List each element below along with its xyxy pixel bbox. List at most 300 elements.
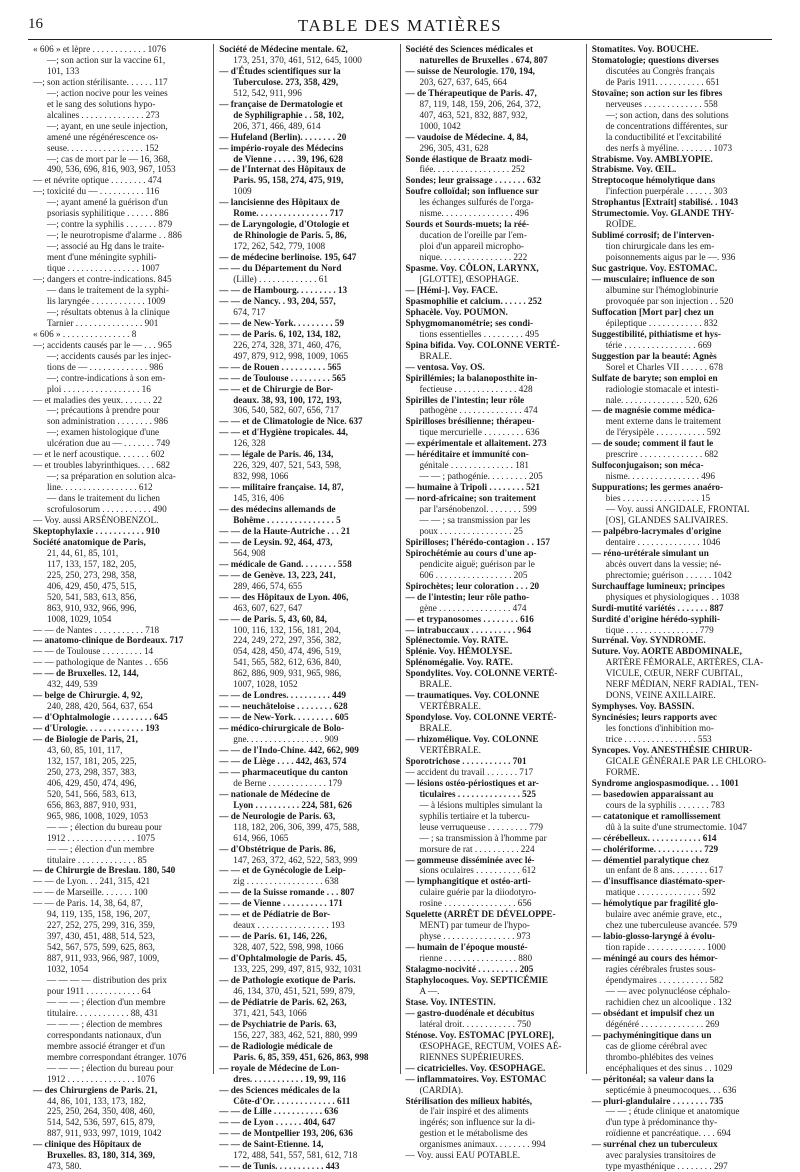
index-line: discutées au Congrès français <box>605 65 715 76</box>
index-line: Streptocoque hémolytique dans <box>591 175 716 186</box>
index-line: [OS], GLANDES SALIVAIRES. <box>605 514 729 525</box>
index-line: par l'arsénobenzol. . . . . . . . 599 <box>419 504 537 515</box>
index-column-4 <box>586 44 772 1172</box>
index-line: — d'Ophtalmologie de Paris. 45, <box>219 953 347 964</box>
index-line: nique. . . . . . . . . . . . . . . . 222 <box>419 252 528 263</box>
index-line: — — ; élection d'un membre <box>47 843 155 854</box>
index-line: ticulaires . . . . . . . . . . . . . . 525 <box>419 788 536 799</box>
index-line: ducation de l'oreille par l'em- <box>419 230 527 241</box>
index-line: — — — ; élection d'un membre <box>47 996 166 1007</box>
index-line: de l'érysipèle . . . . . . . . . . . 592 <box>605 427 721 438</box>
index-line: 94, 119, 135, 158, 196, 207, <box>47 909 151 920</box>
index-line: — accident du travail . . . . . . . 717 <box>405 766 534 777</box>
index-line: Surdité d'origine hérédo-syphili- <box>591 613 720 624</box>
index-line: épileptique . . . . . . . . . . . . 832 <box>605 317 718 328</box>
index-line: de Syphiligraphie . . 58, 102, <box>233 109 344 120</box>
index-line: latéral droit. . . . . . . . . . . . 750 <box>419 1018 532 1029</box>
index-line: ulcération due au — . . . . . . . 749 <box>47 438 170 449</box>
index-line: nisme. . . . . . . . . . . . . . . . 496 <box>605 471 715 482</box>
index-line: — — de Bruxelles. 12, 144, <box>33 668 139 679</box>
index-line: — lésions ostéo-périostiques et ar- <box>405 777 539 788</box>
index-line: 512, 542, 911, 996 <box>233 87 302 98</box>
index-line: les fonctions d'inhibition mo- <box>605 723 714 734</box>
index-line: — — de Toulouse . . . . . . . . . 14 <box>33 646 154 657</box>
index-line: — — de Hambourg. . . . . . . . . 13 <box>219 284 348 295</box>
index-line: 564, 908 <box>233 547 266 558</box>
index-line: titulaire. . . . . . . . . . . . 88, 431 <box>47 1007 159 1018</box>
index-line: — — ; étude clinique et anatomique <box>605 1106 740 1117</box>
index-line: 224, 249, 272, 297, 356, 382, <box>233 635 342 646</box>
index-line: — — de Liège . . . . 442, 463, 574 <box>219 755 347 766</box>
index-line: Sonde élastique de Braatz modi- <box>405 153 533 164</box>
index-line: — — ; élection du bureau pour <box>47 821 162 832</box>
index-line: Strabisme. Voy. ŒIL. <box>591 164 677 175</box>
index-line: amené une régénérescence os- <box>47 131 159 142</box>
index-line: —; ayant, en une seule injection, <box>47 120 168 131</box>
page-header <box>28 14 772 42</box>
index-line: 296, 305, 431, 628 <box>419 142 489 153</box>
index-line: cas de gliome cérébral avec <box>605 1040 708 1051</box>
index-line: Sténose. Voy. ESTOMAC [PYLORE], <box>405 1029 554 1040</box>
index-line: 490, 536, 696, 816, 903, 967, 1053 <box>47 164 176 175</box>
index-line: — — ; sa transmission par les <box>419 514 531 525</box>
index-line: gestion et le métabolisme des <box>419 1128 528 1139</box>
index-line: bulaire avec anémie grave, etc., <box>605 909 722 920</box>
index-line: 203, 627, 637, 645, 664 <box>419 76 507 87</box>
index-line: physiques et physiologiques . . 1038 <box>605 591 740 602</box>
index-line: Stalagmo-nocivité . . . . . . . . . 205 <box>405 964 534 975</box>
index-line: — musculaire; influence de son <box>591 274 715 285</box>
index-line: cours de la syphilis . . . . . . . 783 <box>605 799 725 810</box>
index-line: 863, 910, 932, 966, 996, <box>47 602 137 613</box>
index-line: — — et de Chirurgie de Bor- <box>219 383 334 394</box>
index-line: — — militaire française. 14, 87, <box>219 482 344 493</box>
index-line: — et troubles labyrinthiques. . . . 682 <box>33 460 171 471</box>
index-line: rosine . . . . . . . . . . . . . . . . 656 <box>419 898 532 909</box>
index-line: — de l'intestin; leur rôle patho- <box>405 591 530 602</box>
index-line: de Berne . . . . . . . . . . . . . 179 <box>233 777 342 788</box>
index-line: dres. . . . . . . . . . . . 19, 99, 116 <box>233 1073 346 1084</box>
index-line: — — de Lyon. . . 241, 315, 421 <box>33 876 151 887</box>
index-column-2 <box>213 44 399 1172</box>
index-line: — — de Genève. 13, 223, 241, <box>219 569 336 580</box>
index-line: — traumatiques. Voy. COLONNE <box>405 690 540 701</box>
index-line: — — de Vienne . . . . . . . . . . 171 <box>219 898 343 909</box>
index-line: — — de Nancy. . 93, 204, 557, <box>219 295 336 306</box>
index-line: — — de l'Indo-Chine. 442, 662, 909 <box>219 745 359 755</box>
index-line: morsure de rat . . . . . . . . . . 224 <box>419 843 535 854</box>
index-line: —; accidents causés par les injec- <box>47 350 172 361</box>
index-line: (CARDIA). <box>419 1084 464 1095</box>
index-line: — — de Paris. 6, 102, 134, 182, <box>219 328 341 339</box>
index-line: tique . . . . . . . . . . . . . . . . 1007 <box>47 263 160 274</box>
index-line: 117, 133, 157, 182, 205, <box>47 558 137 569</box>
index-line: térie . . . . . . . . . . . . . . . . 669 <box>605 339 712 350</box>
index-line: épendymaires . . . . . . . . . . . 582 <box>605 975 724 986</box>
index-line: —; examen histologique d'une <box>47 427 160 438</box>
index-line: — pluri-glandulaire . . . . . . . . 735 <box>591 1095 724 1106</box>
index-line: 406, 429, 450, 474, 496, <box>47 777 137 788</box>
index-line: — — de Lyon . . . . . . 404, 647 <box>219 1117 336 1128</box>
index-line: 397, 430, 451, 488, 514, 523, <box>47 931 155 942</box>
index-line: albumine sur l'hémoglobinurie <box>605 284 719 295</box>
index-line: VERTÉBRALE. <box>419 745 481 755</box>
index-line: — [Hémi-]. Voy. FACE. <box>405 284 498 295</box>
index-line: — pachyméningitique dans un <box>591 1029 712 1040</box>
index-line: gène . . . . . . . . . . . . . . . . 474 <box>419 602 527 613</box>
index-line: dégénéré . . . . . . . . . . . . . . 269 <box>605 1018 720 1029</box>
index-line: Suffocation [Mort par] chez un <box>591 306 714 317</box>
index-line: poux . . . . . . . . . . . . . . . . 25 <box>419 525 523 536</box>
index-line: — gommeuse disséminée avec lé- <box>405 854 535 865</box>
index-line: — ventosa. Voy. OS. <box>405 361 485 372</box>
index-line: Spina bifida. Voy. COLONNE VERTÉ- <box>405 339 560 350</box>
index-line: — méningé au cours des hémor- <box>591 953 718 964</box>
index-line: — expérimentale et allaitement. 273 <box>405 438 547 449</box>
index-line: DONS, VEINE AXILLAIRE. <box>605 690 716 701</box>
index-line: tion rapide . . . . . . . . . . . . . 1000 <box>605 942 726 953</box>
index-line: 100, 116, 132, 156, 181, 204, <box>233 624 341 635</box>
index-line: 226, 274, 328, 371, 460, 476, <box>233 339 342 350</box>
index-line: — — avec polynucléose céphalo- <box>605 985 731 996</box>
index-line: roïdienne et pancréatique. . . . 694 <box>605 1128 731 1139</box>
index-line: nerveuses . . . . . . . . . . . . . 558 <box>605 98 718 109</box>
index-line: rienne . . . . . . . . . . . . . . . . 880 <box>419 953 533 964</box>
index-line: — — de New-York. . . . . . . . . 605 <box>219 712 349 723</box>
index-line: —; précautions à prendre pour <box>47 405 160 416</box>
index-line: 514, 542, 536, 597, 615, 879, <box>47 1117 155 1128</box>
index-line: — de Radiologie médicale de <box>219 1040 333 1051</box>
index-line: — — des Hôpitaux de Lyon. 406, <box>219 591 349 602</box>
index-line: matique . . . . . . . . . . . . . . 592 <box>605 887 716 898</box>
index-line: dû à la suite d'une strumectomie. 1047 <box>605 821 747 832</box>
index-line: Skeptophylaxie . . . . . . . . . . . 910 <box>33 525 160 536</box>
index-line: Sulfate de baryte; son emploi en <box>591 372 718 383</box>
index-line: 172, 262, 542, 779, 1008 <box>233 241 326 252</box>
index-line: — surrénal chez un tuberculeux <box>591 1139 718 1150</box>
index-line: trice . . . . . . . . . . . . . . . . 553 <box>605 734 712 745</box>
index-line: Spirillémies; la balanoposthite in- <box>405 372 538 383</box>
index-line: — — et de Climatologie de Nice. 637 <box>219 416 363 427</box>
index-line: ingérés; son influence sur la di- <box>419 1117 536 1128</box>
index-line: fectieuse . . . . . . . . . . . . . . 428 <box>419 383 533 394</box>
index-line: 541, 565, 582, 612, 636, 840, <box>233 657 342 668</box>
index-line: — de Laryngologie, d'Otologie et <box>219 219 350 230</box>
index-line: Syncopes. Voy. ANESTHÉSIE CHIRUR- <box>591 745 753 755</box>
index-line: — — de Paris. 5, 43, 60, 84, <box>219 613 327 624</box>
index-line: —; associé au Hg dans le traite- <box>47 241 165 252</box>
index-line: — cicatricielles. Voy. ŒSOPHAGE. <box>405 1062 546 1073</box>
index-line: — des médecins allemands de <box>219 504 336 515</box>
index-line: Suppurations; les germes anaéro- <box>591 482 724 493</box>
index-line: — réno-urétérale simulant un <box>591 547 709 558</box>
index-line: — médicale de Gand. . . . . . . . 558 <box>219 558 352 569</box>
index-line: — de l'Internat des Hôpitaux de <box>219 164 346 175</box>
index-line: tions de — . . . . . . . . . . . . . 986 <box>47 361 164 372</box>
index-line: 118, 182, 206, 306, 399, 475, 588, <box>233 821 360 832</box>
index-line: 473, 580. <box>47 1161 82 1172</box>
index-line: — — de Saint-Etienne. 14, <box>219 1139 324 1150</box>
index-line: BRALE. <box>419 723 452 734</box>
index-line: Sondes; leur graissage . . . . . . . 632 <box>405 175 541 186</box>
index-line: — ; sa transmission à l'homme par <box>419 832 547 843</box>
index-line: 306, 540, 582, 607, 656, 717 <box>233 405 339 416</box>
index-line: — à lésions multiples simulant la <box>419 799 543 810</box>
index-line: 87, 119, 148, 159, 206, 264, 372, <box>419 98 541 109</box>
index-line: VERTÉBRALE. <box>419 701 481 712</box>
index-line: 656, 863, 887, 910, 931, <box>47 799 137 810</box>
index-line: — — légale de Paris. 46, 134, <box>219 449 334 460</box>
index-line: — héréditaire et immunité con- <box>405 449 529 460</box>
index-line: 1007, 1028, 1052 <box>233 679 298 690</box>
index-line: génitale . . . . . . . . . . . . . . 181 <box>419 460 529 471</box>
index-line: scrofulosorum . . . . . . . . . . . 490 <box>47 504 167 515</box>
index-line: —; résultats obtenus à la clinique <box>47 306 170 317</box>
index-line: — dans le traitement de la syphi- <box>47 284 169 295</box>
index-line: un enfant de 8 ans. . . . . . . . 617 <box>605 865 724 876</box>
index-line: Spondylose. Voy. COLONNE VERTÉ- <box>405 712 557 723</box>
index-line: Spirilloses; l'hérédo-contagion . . 157 <box>405 536 550 547</box>
index-line: chez une tuberculeuse avancée. 579 <box>605 920 738 931</box>
index-line: — — de la Haute-Autriche . . . 21 <box>219 525 351 536</box>
index-line: de Paris 1911. . . . . . . . . . . 651 <box>605 76 720 87</box>
index-line: — — pathologique de Nantes . . 656 <box>33 657 168 668</box>
index-line: 371, 421, 543, 1066 <box>233 1007 307 1018</box>
index-line: syphilis tertiaire et la tubercu- <box>419 810 530 821</box>
index-line: Strophantus [Extrait] stabilisé. . 1043 <box>591 197 739 208</box>
index-line: — — de Lille . . . . . . . . . . . 636 <box>219 1106 339 1117</box>
index-line: —; toxicité du — . . . . . . . . . . 116 <box>33 186 160 197</box>
index-line: provoquée par son injection . . 520 <box>605 295 734 306</box>
index-line: — et névrite optique . . . . . . . . 474 <box>33 175 162 186</box>
index-line: — d'Ophtalmologie . . . . . . . . . 645 <box>33 712 168 723</box>
index-line: —; sa préparation en solution alca- <box>47 471 176 482</box>
index-line: —; son action, dans des solutions <box>605 109 729 120</box>
index-line: zig . . . . . . . . . . . . . . . . . 638 <box>233 876 339 887</box>
index-line: Spirilloses brésilienne; thérapeu- <box>405 416 535 427</box>
index-line: BRALE. <box>419 350 452 361</box>
index-line: — d'Obstétrique de Paris. 86, <box>219 843 336 854</box>
index-line: de Vienne . . . . . 39, 196, 628 <box>233 153 343 164</box>
page-number: 16 <box>28 16 43 32</box>
index-line: Strumectomie. Voy. GLANDE THY- <box>591 208 734 219</box>
header-rule <box>28 39 772 40</box>
index-line: nisme. . . . . . . . . . . . . . . . 496 <box>419 208 529 219</box>
index-line: — rhizomélique. Voy. COLONNE <box>405 734 539 745</box>
index-line: — humain de l'époque mousté- <box>405 942 528 953</box>
index-line: Surdi-mutité variétés . . . . . . . 887 <box>591 602 724 613</box>
index-line: Symphyses. Voy. BASSIN. <box>591 701 695 712</box>
index-line: de Rhinologie de Paris. 5, 86, <box>233 230 347 241</box>
index-line: ploi . . . . . . . . . . . . . . . . . 16 <box>47 383 151 394</box>
index-line: (Lille) . . . . . . . . . . . . . 61 <box>233 274 328 285</box>
index-line: Syncinésies; leurs rapports avec <box>591 712 718 723</box>
index-line: d'un type à prédominance thy- <box>605 1117 718 1128</box>
index-line: 1008, 1029, 1054 <box>47 613 112 624</box>
index-line: correspondants nationaux, d'un <box>47 1029 162 1040</box>
index-line: — — et de Gynécologie de Leip- <box>219 865 346 876</box>
index-line: — de soude; comment il faut le <box>591 438 714 449</box>
index-line: membre correspondant étranger. 1076 <box>47 1051 187 1062</box>
index-line: ROÏDE. <box>605 219 637 230</box>
index-line: MENT) par tumeur de l'hypo- <box>419 920 530 931</box>
index-line: 832, 998, 1066 <box>233 471 289 482</box>
index-line: 132, 157, 181, 205, 225, <box>47 755 137 766</box>
index-line: 172, 488, 541, 557, 581, 612, 718 <box>233 1150 358 1161</box>
index-line: 887, 911, 933, 997, 1019, 1042 <box>47 1128 162 1139</box>
index-line: ARTÈRE FÉMORALE, ARTÈRES, CLA- <box>605 657 764 668</box>
index-line: Rome. . . . . . . . . . . . . . . . 717 <box>233 208 344 219</box>
index-line: 406, 429, 450, 475, 515, <box>47 580 137 591</box>
index-line: abcès ouvert dans la vessie; né- <box>605 558 722 569</box>
index-line: — — de New-York. . . . . . . . . 59 <box>219 317 345 328</box>
index-line: 520, 541, 583, 613, 856, <box>47 591 137 602</box>
index-line: 133, 225, 299, 497, 815, 932, 1031 <box>233 964 362 975</box>
index-line: Syndrome angiospasmodique. . . 1001 <box>591 777 739 788</box>
index-line: poisonnements aigus par le —. 936 <box>605 252 736 263</box>
index-line: 225, 250, 264, 350, 408, 460, <box>47 1106 155 1117</box>
index-line: les échanges sulfurés de l'orga- <box>419 197 534 208</box>
index-line: Stase. Voy. INTESTIN. <box>405 996 496 1007</box>
index-line: — cérébelleux. . . . . . . . . . . . 614 <box>591 832 717 843</box>
index-line: — — de Paris. 14, 38, 64, 87, <box>33 898 143 909</box>
index-line: RIENNES SUPÉRIEURES. <box>419 1051 524 1062</box>
index-line: — cholériforme. . . . . . . . . . . 729 <box>591 843 719 854</box>
index-line: — — — — distribution des prix <box>47 975 167 986</box>
index-line: 289, 466, 574, 655 <box>233 580 303 591</box>
index-line: A —. <box>419 985 440 996</box>
index-line: — de magnésie comme médica- <box>591 405 715 416</box>
index-line: —; accidents causés par le — . . . 965 <box>33 339 172 350</box>
index-line: — palpébro-lacrymales d'origine <box>591 525 722 536</box>
index-line: 126, 328 <box>233 438 266 449</box>
index-line: — — de Rouen . . . . . . . . . . 565 <box>219 361 342 372</box>
index-line: 606 . . . . . . . . . . . . . . . . . 205 <box>419 569 528 580</box>
index-line: ment d'une méningite syphili- <box>47 252 157 263</box>
index-line: — de Biologie de Paris, 21, <box>33 734 138 745</box>
index-line: — hémolytique par fragilité glo- <box>591 898 719 909</box>
index-line: — basedowien apparaissant au <box>591 788 714 799</box>
index-line: — Voy. aussi ANGIDALE, FRONTAL <box>605 504 750 515</box>
index-line: Splénie. Voy. HÉMOLYSE. <box>405 646 513 657</box>
index-line: alcalines . . . . . . . . . . . . . . 273 <box>47 109 160 120</box>
index-line: de concentrations différentes, sur <box>605 120 728 131</box>
index-line: Spasmophilie et calcium. . . . . . 252 <box>405 295 542 306</box>
index-line: septicémie à pneumocoques. . . 636 <box>605 1084 737 1095</box>
index-line: Stérilisation des milieux habités, <box>405 1095 533 1106</box>
index-line: — de Neurologie de Paris. 63, <box>219 810 336 821</box>
index-line: — Voy. aussi ARSÉNOBENZOL. <box>33 514 159 525</box>
index-line: —; ayant amené la guérison d'un <box>47 197 168 208</box>
index-line: — d'insuffisance diastémato-sper- <box>591 876 726 887</box>
index-line: — nationale de Médecine de <box>219 788 330 799</box>
index-line: 250, 273, 298, 357, 383, <box>47 766 137 777</box>
index-line: Soufre colloïdal; son influence sur <box>405 186 539 197</box>
index-line: 1009 <box>233 186 252 197</box>
index-line: titulaire . . . . . . . . . . . . . 85 <box>47 854 147 865</box>
index-line: « 606 » . . . . . . . . . . . . . . . 8 <box>33 328 137 339</box>
index-line: Sorel et Charles VII . . . . . . 678 <box>605 361 723 372</box>
index-line: 862, 886, 909, 931, 965, 986, <box>233 668 342 679</box>
index-line: de l'air inspiré et des aliments <box>419 1106 529 1117</box>
index-line: Spirilles de l'intestin; leur rôle <box>405 394 525 405</box>
index-line: seuse. . . . . . . . . . . . . . . . . 152 <box>47 142 159 153</box>
index-line: — — du Département du Nord <box>219 263 342 274</box>
index-line: Sublimé corrosif; de l'interven- <box>591 230 715 241</box>
index-line: 965, 986, 1008, 1029, 1053 <box>47 810 149 821</box>
index-line: — et le nerf acoustique. . . . . . . 602 <box>33 449 165 460</box>
index-line: 226, 329, 407, 521, 543, 598, <box>233 460 342 471</box>
index-line: 054, 428, 450, 474, 496, 519, <box>233 646 342 657</box>
index-line: organismes animaux. . . . . . . . 994 <box>419 1139 546 1150</box>
index-line: Suggestibilité, pithiatisme et hys- <box>591 328 721 339</box>
index-line: 46, 134, 370, 451, 521, 599, 879, <box>233 985 355 996</box>
index-line: 520, 541, 566, 583, 613, <box>47 788 137 799</box>
index-line: phrectomie; guérison . . . . . . 1042 <box>605 569 732 580</box>
index-line: « 606 » et lèpre . . . . . . . . . . . . 1076 <box>33 44 166 54</box>
index-line: — des Chirurgiens de Paris. 21, <box>33 1084 158 1095</box>
index-line: — — — ; élection de membres <box>47 1018 163 1029</box>
index-columns <box>28 44 772 1172</box>
index-line: Stomatologie; questions diverses <box>591 54 719 65</box>
index-line: Sulfoconjugaison; son méca- <box>591 460 704 471</box>
index-line: ŒSOPHAGE, RECTUM, VOIES AÉ- <box>419 1040 562 1051</box>
index-line: physe . . . . . . . . . . . . . . . . 973 <box>419 931 531 942</box>
index-line: — — de Nantes . . . . . . . . . . . 718 <box>33 624 160 635</box>
index-line: avec paralysies transitoires de <box>605 1150 716 1161</box>
index-line: 674, 717 <box>233 306 266 317</box>
index-line: — clinique des Hôpitaux de <box>33 1139 142 1150</box>
index-line: — de Pédiatrie de Paris. 62, 263, <box>219 996 347 1007</box>
index-line: 101, 133 <box>47 65 80 76</box>
index-line: ment externe dans le traitement <box>605 416 722 427</box>
index-line: Tuberculose. 273, 358, 429, <box>233 76 339 87</box>
index-line: bies . . . . . . . . . . . . . . . . . 15 <box>605 493 711 504</box>
index-line: naturelles de Bruxelles . 674, 807 <box>419 54 548 65</box>
index-line: Staphylocoques. Voy. SEPTICÉMIE <box>405 975 548 986</box>
index-line: — — ; pathogénie. . . . . . . . . 205 <box>419 471 543 482</box>
index-line: —; le neurotropisme d'alarme . . 886 <box>47 230 182 241</box>
index-line: — française de Dermatologie et <box>219 98 343 109</box>
index-line: Stovaïne; son action sur les fibres <box>591 87 723 98</box>
index-line: 240, 288, 420, 564, 637, 654 <box>47 701 153 712</box>
index-line: 432, 449, 539 <box>47 679 98 690</box>
index-line: — — de Marseille. . . . . . . 100 <box>33 887 148 898</box>
index-line: pathogène . . . . . . . . . . . . . . 474 <box>419 405 538 416</box>
index-line: Sporotrichose . . . . . . . . . . . 701 <box>405 755 527 766</box>
index-line: encéphaliques et des sinus . . 1029 <box>605 1062 733 1073</box>
index-line: 463, 607, 627, 647 <box>233 602 303 613</box>
index-line: type myasthénique . . . . . . . . 297 <box>605 1161 728 1172</box>
index-line: 497, 879, 912, 998, 1009, 1065 <box>233 350 349 361</box>
index-line: —; dangers et contre-indications. 845 <box>33 274 172 285</box>
index-line: Surrénal. Voy. SYNDROME. <box>591 635 706 646</box>
index-line: —; contre la syphilis . . . . . . . 879 <box>47 219 173 230</box>
index-line: Spirochétémie au cours d'une ap- <box>405 547 537 558</box>
index-line: des nerfs à myéline. . . . . . . . 1073 <box>605 142 733 153</box>
index-line: —; action nocive pour les veines <box>47 87 168 98</box>
index-line: tique . . . . . . . . . . . . . . . . 779 <box>605 624 714 635</box>
index-line: FORME. <box>605 766 640 777</box>
index-line: lis laryngée . . . . . . . . . . . . 1009 <box>47 295 166 306</box>
index-line: 328, 407, 522, 598, 998, 1066 <box>233 942 344 953</box>
index-line: Lyon . . . . . . . . . . 224, 581, 626 <box>233 799 352 810</box>
index-line: 542, 567, 575, 599, 625, 863, <box>47 942 155 953</box>
index-line: NERF MÉDIAN, NERF RADIAL, TEN- <box>605 679 759 690</box>
index-line: ragies cérébrales frustes sous- <box>605 964 716 975</box>
index-line: Suggestion par la beauté: Agnès <box>591 350 717 361</box>
index-line: — — de la Suisse romande . . . 807 <box>219 887 355 898</box>
